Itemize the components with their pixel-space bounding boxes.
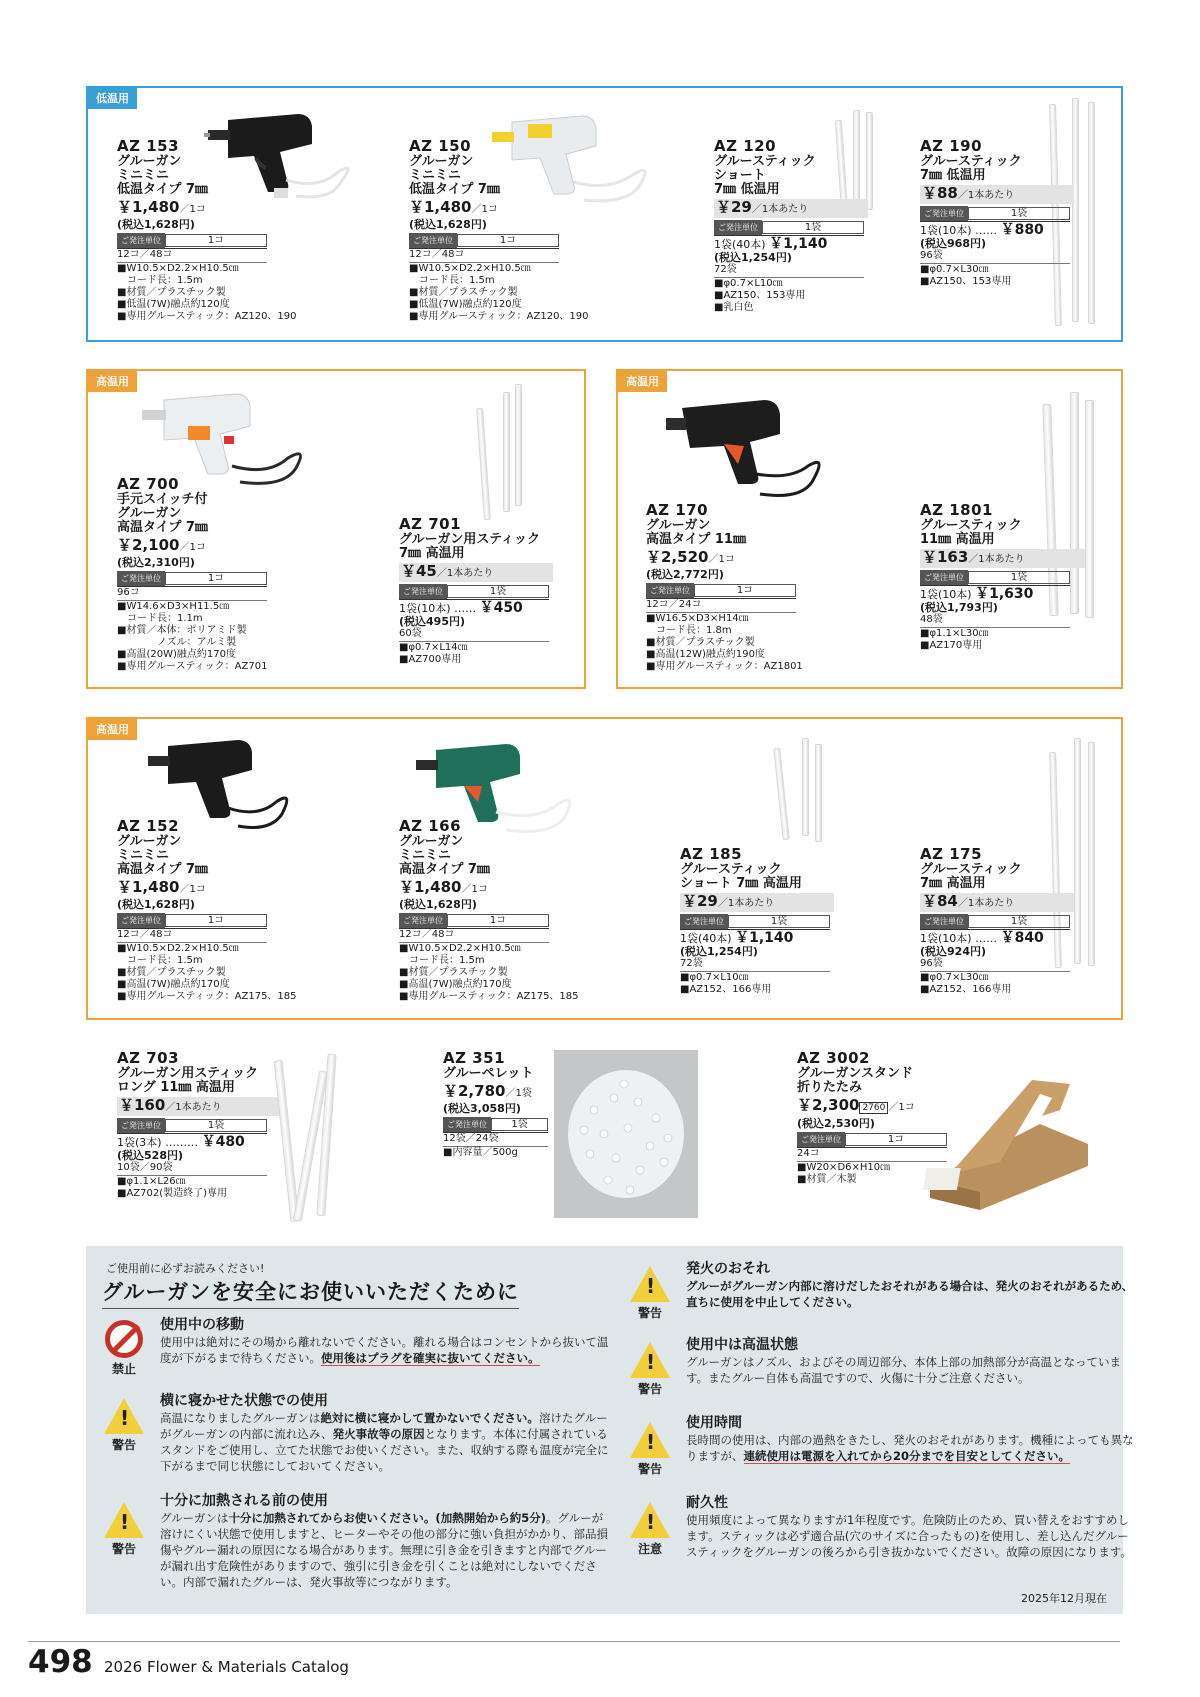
lot-size: 12コ／48コ (117, 249, 267, 263)
item-text: 使用頻度によって異なりますが1年程度です。危険防止のため、買い替えをおすすめします。スティックは必ず適合品(穴のサイズに合ったもの)を使用し、差し込んだグルースティックをグルーガンの後ろから引き抜かないでください。故障の原因になります。 (686, 1513, 1132, 1559)
order-unit-label: ご発注単位 (399, 584, 447, 599)
lot-size: 96コ (117, 587, 267, 601)
order-unit-label: ご発注単位 (680, 914, 728, 929)
product-code: AZ 153 (117, 137, 180, 155)
product-price: ￥45 (401, 562, 437, 580)
product-name: グルースティック 11㎜ 高温用 (920, 518, 1022, 547)
bag-price: ￥1,140 (769, 236, 828, 252)
notice-item (686, 1336, 1136, 1386)
warning-icon: ! 警告 (628, 1266, 672, 1321)
product-az190 (920, 138, 1125, 288)
order-unit-value: 1コ (165, 234, 267, 247)
product-name: グルーガン ミニミニ 低温タイプ 7㎜ (117, 154, 208, 197)
product-tax: (税込528円) (117, 1149, 184, 1162)
order-unit-value: 1袋 (968, 207, 1070, 220)
product-code: AZ 1801 (920, 501, 993, 519)
product-code: AZ 185 (680, 845, 743, 863)
product-tax: (税込495円) (399, 615, 466, 628)
glue-gun-stand-image (920, 1070, 1096, 1210)
product-price: ￥1,480 (117, 198, 180, 216)
product-code: AZ 150 (409, 137, 472, 155)
price-unit: ／1本あたり (957, 190, 1015, 201)
section-tag: 低温用 (88, 88, 137, 109)
product-az175 (920, 846, 1125, 996)
product-spec: ■W10.5×D2.2×H10.5㎝ コード長：1.5m ■材質／プラスチック製 ■高温(7W)融点約170度 ■専用グルースティック：AZ175、185 (117, 943, 297, 1002)
item-highlight: 使用後はプラグを確実に抜いてください。 (321, 1351, 540, 1365)
product-price: ￥160 (119, 1096, 166, 1114)
lot-size: 12コ／48コ (117, 929, 267, 943)
product-spec: ■φ0.7×L14㎝ ■AZ700専用 (399, 642, 468, 665)
item-title: 十分に加熱される前の使用 (160, 1493, 328, 1509)
order-unit-label: ご発注単位 (399, 913, 447, 928)
item-title: 発火のおそれ (686, 1261, 770, 1277)
notice-item (686, 1494, 1136, 1560)
product-az185 (680, 846, 885, 996)
price-unit: ／1コ (179, 884, 206, 895)
bag-qty: 1袋(40本) (680, 932, 732, 945)
product-code: AZ 700 (117, 475, 180, 493)
product-az150 (409, 138, 614, 323)
product-spec: ■内容量／500g (443, 1147, 518, 1158)
lot-size: 96袋 (920, 958, 1070, 972)
product-az120 (714, 138, 919, 314)
bag-price: ￥880 (1000, 222, 1044, 238)
product-spec: ■φ0.7×L10㎝ ■AZ150、153専用 ■乳白色 (714, 278, 806, 313)
order-unit-label: ご発注単位 (646, 583, 694, 598)
product-price: ￥2,780 (443, 1082, 506, 1100)
product-code: AZ 3002 (797, 1049, 870, 1067)
item-text-a: 高温になりましたグルーガンは (160, 1411, 321, 1425)
product-tax: (税込924円) (920, 945, 987, 958)
bag-qty: 1袋(40本) (714, 238, 766, 251)
bag-price: ￥1,140 (735, 930, 794, 946)
price-unit: ／1本あたり (165, 1102, 222, 1113)
item-text-c: 溶けたグルーがグルーガンの内部に流れ込み、 (160, 1411, 608, 1441)
icon-label: 警告 (637, 1382, 662, 1396)
glue-stick-image (815, 744, 822, 842)
product-spec: ■φ1.1×L30㎝ ■AZ170専用 (920, 628, 989, 651)
footer-divider (28, 1641, 1120, 1642)
item-title: 使用中は高温状態 (686, 1337, 798, 1353)
order-unit-label: ご発注単位 (443, 1117, 491, 1132)
safety-notice (86, 1246, 1134, 1614)
lot-size: 60袋 (399, 628, 549, 642)
price-unit: ／1コ (471, 204, 498, 215)
order-unit-value: 1コ (165, 914, 267, 927)
product-tax: (税込2,530円) (797, 1117, 875, 1130)
item-text: 長時間の使用は、内部の過熱をきたし、発火のおそれがあります。機種によっても異なりますが、 (686, 1433, 1134, 1463)
product-spec: ■φ0.7×L10㎝ ■AZ152、166専用 (680, 972, 772, 995)
item-text-c: 。グルーが溶けにくい状態で使用しますと、ヒーターやその他の部分に強い負担がかかり、部品損傷やグルー漏れの原因になる場合があります。無理に引き金を引きますと内部でグルーが漏れ出す危険性がありますので、強引に引き金を引くことは絶対にしないでください。内部で漏れたグルーは、発火事故等につながります。 (160, 1511, 609, 1589)
order-unit-label: ご発注単位 (920, 570, 968, 585)
item-highlight: 連続使用は電源を入れてから20分までを目安としてください。 (743, 1449, 1071, 1463)
product-spec: ■W16.5×D3×H14㎝ コード長：1.8m ■材質／プラスチック製 ■高温(12W)融点約190度 ■専用グルースティック：AZ1801 (646, 613, 803, 672)
product-code: AZ 152 (117, 817, 180, 835)
lot-size: 72袋 (680, 958, 830, 972)
product-code: AZ 120 (714, 137, 777, 155)
glue-stick-image (802, 738, 809, 836)
order-unit-label: ご発注単位 (797, 1132, 845, 1147)
warning-icon: ! 警告 (628, 1422, 672, 1477)
product-az152 (117, 818, 322, 1003)
bag-price: ￥480 (201, 1134, 245, 1150)
item-text-b: 絶対に横に寝かして置かないでください。 (320, 1411, 539, 1425)
icon-label: 注意 (637, 1542, 662, 1556)
product-az153 (117, 138, 322, 323)
bag-qty: 1袋(10本) …… (920, 932, 998, 945)
product-tax: (税込1,628円) (117, 898, 195, 911)
order-unit-label: ご発注単位 (920, 206, 968, 221)
section-tag: 高温用 (88, 371, 137, 392)
icon-label: 禁止 (111, 1362, 136, 1376)
order-unit-value: 1コ (447, 914, 549, 927)
product-spec: ■W10.5×D2.2×H10.5㎝ コード長：1.5m ■材質／プラスチック製 ■低温(7W)融点約120度 ■専用グルースティック：AZ120、190 (409, 263, 589, 322)
order-unit-label: ご発注単位 (920, 914, 968, 929)
order-unit-value: 1袋 (447, 585, 549, 598)
order-unit-label: ご発注単位 (117, 913, 165, 928)
product-name: グルーガンスタンド 折りたたみ (797, 1066, 913, 1095)
order-unit-value: 1袋 (491, 1118, 548, 1131)
price-unit: ／1本あたり (751, 204, 809, 215)
product-spec: ■W20×D6×H10㎝ ■材質／木製 (797, 1162, 891, 1185)
order-unit-value: 1コ (845, 1133, 947, 1146)
product-code: AZ 175 (920, 845, 983, 863)
lot-size: 12コ／48コ (409, 249, 559, 263)
product-tax: (税込1,254円) (680, 945, 758, 958)
product-spec: ■W10.5×D2.2×H10.5㎝ コード長：1.5m ■材質／プラスチック製 ■高温(7W)融点約170度 ■専用グルースティック：AZ175、185 (399, 943, 579, 1002)
product-az1801 (920, 502, 1125, 652)
lot-size: 48袋 (920, 614, 1070, 628)
price-unit: ／1コ (461, 884, 488, 895)
item-text-d: 発火事故等の原因 (332, 1427, 425, 1441)
warning-icon: ! 警告 (628, 1342, 672, 1397)
notice-item (160, 1392, 610, 1474)
item-title: 耐久性 (686, 1495, 728, 1511)
product-name: グルーガン ミニミニ 高温タイプ 7㎜ (117, 834, 208, 877)
product-name: グルーペレット (443, 1066, 534, 1081)
notice-item (686, 1414, 1136, 1464)
product-tax: (税込2,772円) (646, 568, 724, 581)
glue-stick-image (515, 384, 522, 506)
notice-item (160, 1492, 610, 1590)
warning-icon: ! 警告 (102, 1502, 146, 1557)
product-price: ￥29 (716, 198, 752, 216)
product-price: ￥1,480 (399, 878, 462, 896)
product-spec: ■W14.6×D3×H11.5㎝ コード長：1.1m ■材質／本体：ポリアミド製 ノズル：アルミ製 ■高温(20W)融点約170度 ■専用グルースティック：AZ701 (117, 601, 268, 672)
lot-size: 24コ (797, 1148, 947, 1162)
bag-price: ￥450 (479, 600, 523, 616)
glue-gun-image-az170 (660, 384, 830, 504)
bag-price: ￥840 (1000, 930, 1044, 946)
product-name: グルーガン用スティック ロング 11㎜ 高温用 (117, 1066, 259, 1095)
item-title: 使用中の移動 (160, 1317, 244, 1333)
bag-qty: 1袋(10本) …… (399, 602, 477, 615)
price-unit: ／1コ (708, 554, 735, 565)
price-unit: ／1コ (888, 1102, 915, 1113)
section-tag: 高温用 (618, 371, 667, 392)
product-tax: (税込1,254円) (714, 251, 792, 264)
bag-qty: 1袋(10本) (920, 588, 972, 601)
notice-title: グルーガンを安全にお使いいただくために (102, 1276, 519, 1309)
product-tax: (税込1,628円) (409, 218, 487, 231)
product-code: AZ 190 (920, 137, 983, 155)
order-unit-value: 1コ (457, 234, 559, 247)
product-price: ￥1,480 (409, 198, 472, 216)
product-name: グルースティック ショート 7㎜ 高温用 (680, 862, 802, 891)
lot-size: 96袋 (920, 250, 1070, 264)
product-price: ￥29 (682, 892, 718, 910)
caution-icon: ! 注意 (628, 1502, 672, 1557)
price-unit: ／1コ (179, 542, 206, 553)
order-unit-value: 1コ (165, 572, 267, 585)
product-name: グルースティック 7㎜ 高温用 (920, 862, 1022, 891)
icon-label: 警告 (637, 1306, 662, 1320)
lot-size: 12コ／48コ (399, 929, 549, 943)
notice-item (160, 1316, 610, 1366)
product-name: 手元スイッチ付 グルーガン 高温タイプ 7㎜ (117, 492, 208, 535)
item-text: グルーガンはノズル、およびその周辺部分、本体上部の加熱部分が高温となっています。またグルー自体も高温ですので、火傷に十分ご注意ください。 (686, 1355, 1122, 1385)
product-price: ￥2,300 (797, 1096, 860, 1114)
item-text: 使用中は絶対にその場から離れないでください。離れる場合はコンセントから抜いて温度が下がるまで待ちください。 (160, 1335, 609, 1365)
product-name: グルーガン ミニミニ 低温タイプ 7㎜ (409, 154, 500, 197)
order-unit-value: 1袋 (762, 221, 864, 234)
order-unit-value: 1袋 (165, 1119, 267, 1132)
product-tax: (税込968円) (920, 237, 987, 250)
order-unit-label: ご発注単位 (409, 233, 457, 248)
product-az701 (399, 516, 604, 666)
price-unit: ／1コ (179, 204, 206, 215)
bag-qty: 1袋(3本) ……… (117, 1136, 199, 1149)
icon-label: 警告 (111, 1438, 136, 1452)
page-number: 498 (28, 1644, 93, 1680)
product-code: AZ 170 (646, 501, 709, 519)
product-code: AZ 166 (399, 817, 462, 835)
product-az700 (117, 476, 322, 673)
item-title: 横に寝かせた状態での使用 (160, 1393, 328, 1409)
icon-label: 警告 (637, 1462, 662, 1476)
product-price: ￥2,100 (117, 536, 180, 554)
catalog-title: 2026 Flower & Materials Catalog (104, 1658, 349, 1676)
product-spec: ■W10.5×D2.2×H10.5㎝ コード長：1.5m ■材質／プラスチック製 ■低温(7W)融点約120度 ■専用グルースティック：AZ120、190 (117, 263, 297, 322)
order-unit-label: ご発注単位 (714, 220, 762, 235)
notice-head: ご使用前に必ずお読みください! (106, 1262, 265, 1275)
item-text-a: グルーガンは (160, 1511, 229, 1525)
item-text: グルーがグルーガン内部に溶けだしたおそれがある場合は、発火のおそれがあるため、直ちに使用を中止してください。 (686, 1279, 1134, 1309)
item-text-e: となります。本体に付属されているスタンドをご使用し、立てた状態でお使いください。また、収納する際も温度が完全に下がるまで同じ状態にしておいてください。 (160, 1427, 609, 1473)
prohibition-icon (102, 1320, 146, 1377)
lot-size: 12コ／24コ (646, 599, 796, 613)
order-unit-value: 1袋 (968, 915, 1070, 928)
notice-date: 2025年12月現在 (1021, 1592, 1107, 1605)
order-unit-label: ご発注単位 (117, 1118, 165, 1133)
item-text-b: 十分に加熱されてからお使いください。(加熱開始から約5分) (228, 1511, 546, 1525)
product-spec: ■φ0.7×L30㎝ ■AZ150、153専用 (920, 264, 1012, 287)
product-price: ￥2,520 (646, 548, 709, 566)
product-price: ￥88 (922, 184, 958, 202)
product-spec: ■φ0.7×L30㎝ ■AZ152、166専用 (920, 972, 1012, 995)
price-unit: ／1袋 (505, 1088, 532, 1099)
section-tag: 高温用 (88, 719, 137, 740)
order-unit-label: ご発注単位 (117, 571, 165, 586)
product-tax: (税込1,628円) (399, 898, 477, 911)
lot-size: 72袋 (714, 264, 864, 278)
order-unit-label: ご発注単位 (117, 233, 165, 248)
bag-price: ￥1,630 (975, 586, 1034, 602)
order-unit-value: 1袋 (728, 915, 830, 928)
price-unit: ／1本あたり (436, 568, 494, 579)
warning-icon: ! 警告 (102, 1398, 146, 1453)
product-code: AZ 351 (443, 1049, 506, 1067)
product-name: グルーガン 高温タイプ 11㎜ (646, 518, 746, 547)
product-name: グルースティック 7㎜ 低温用 (920, 154, 1022, 183)
product-tax: (税込1,793円) (920, 601, 998, 614)
item-title: 使用時間 (686, 1415, 742, 1431)
product-az170 (646, 502, 851, 673)
notice-item (686, 1260, 1136, 1310)
icon-label: 警告 (111, 1542, 136, 1556)
product-name: グルースティック ショート 7㎜ 低温用 (714, 154, 816, 197)
product-tax: (税込2,310円) (117, 556, 195, 569)
order-unit-value: 1コ (694, 584, 796, 597)
glue-stick-image (503, 392, 510, 512)
product-az166 (399, 818, 604, 1003)
bag-qty: 1袋(10本) …… (920, 224, 998, 237)
lot-size: 12袋／24袋 (443, 1133, 548, 1147)
price-box: 2760 (859, 1102, 888, 1114)
product-price: ￥1,480 (117, 878, 180, 896)
product-code: AZ 701 (399, 515, 462, 533)
order-unit-value: 1袋 (968, 571, 1070, 584)
product-tax: (税込3,058円) (443, 1102, 521, 1115)
price-unit: ／1本あたり (717, 898, 775, 909)
glue-pellet-image (554, 1050, 698, 1218)
product-price: ￥84 (922, 892, 958, 910)
product-tax: (税込1,628円) (117, 218, 195, 231)
price-unit: ／1本あたり (968, 554, 1025, 565)
product-name: グルーガン用スティック 7㎜ 高温用 (399, 532, 541, 561)
lot-size: 10袋／90袋 (117, 1162, 267, 1176)
product-name: グルーガン ミニミニ 高温タイプ 7㎜ (399, 834, 490, 877)
product-price: ￥163 (922, 548, 969, 566)
price-unit: ／1本あたり (957, 898, 1015, 909)
product-code: AZ 703 (117, 1049, 180, 1067)
product-spec: ■φ1.1×L26㎝ ■AZ702(製造終了)専用 (117, 1176, 228, 1199)
